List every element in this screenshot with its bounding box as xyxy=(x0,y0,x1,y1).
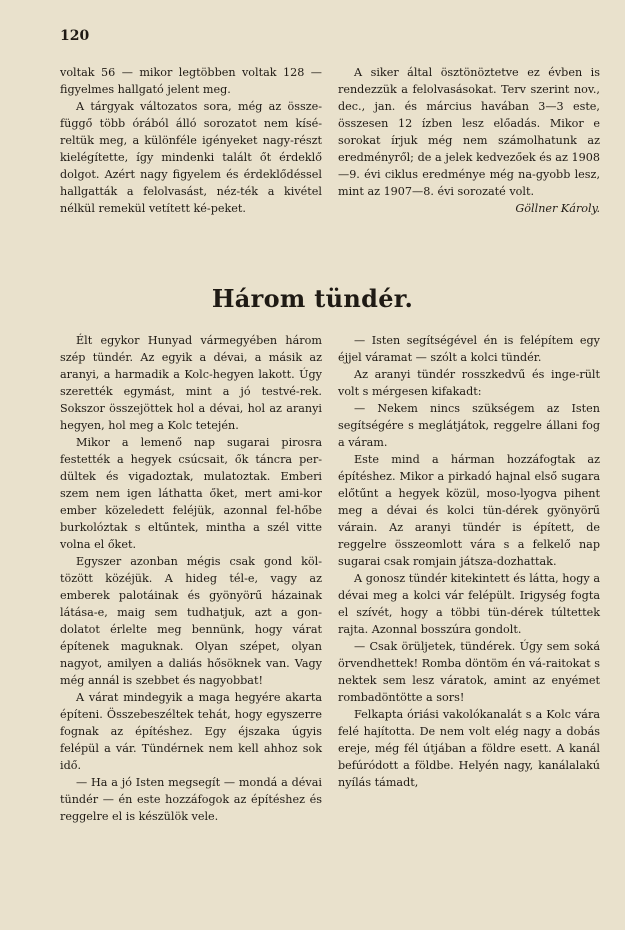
paragraph: Élt egykor Hunyad vármegyében három szép tündér. Az egyik a dévai, a másik az aranyi, a harmadik a Kolc-hegyen lakott. Úgy szerették egymást, mint a jó testvé-rek. Sokszor összejöttek hol a dévai, hol az aranyi hegyen, hol meg a Kolc tetején. xyxy=(60,334,322,432)
paragraph: — Csak örüljetek, tündérek. Úgy sem soká örvendhettek! Romba döntöm én vá-raitokat s nektek sem lesz váratok, amint az enyémet rombadöntötte a sors! xyxy=(338,640,600,704)
report-column-left xyxy=(60,64,322,217)
paragraph: Mikor a lemenő nap sugarai pirosra festették a hegyek csúcsait, ők táncra per-dültek és vigadoztak, mulatoztak. Emberi szem nem igen láthatta őket, mert ami-kor ember közeledett feléjük, azonnal fel-hőbe burkolóztak s eltűntek, mintha a szél vitte volna el őket. xyxy=(60,436,322,551)
paragraph: Egyszer azonban mégis csak gond köl-tözött közéjük. A hideg tél-e, vagy az emberek palotáinak és gyönyörű házainak látása-e, maig sem tudhatjuk, azt a gon-dolatot érlelte meg bennünk, hogy várat építenek maguknak. Olyan szépet, olyan nagyot, amilyen a daliás hősöknek van. Vagy még annál is szebbet és nagyobbat! xyxy=(60,555,322,687)
paragraph: voltak 56 — mikor legtöbben voltak 128 — figyelmes hallgató jelent meg. xyxy=(60,66,322,96)
paragraph: A tárgyak változatos sora, még az össze-függő több órából álló sorozatot nem kísé-reltük meg, a különféle igényeket nagy-részt kielégítette, így mindenki talált őt érdeklő dolgot. Azért nagy figyelem és érdeklődéssel hallgatták a felolvasást, néz-ték a kivétel nélkül remekül vetített ké-peket. xyxy=(60,100,322,215)
page-number: 120 xyxy=(60,28,90,44)
paragraph: Este mind a hárman hozzáfogtak az építéshez. Mikor a pirkadó hajnal első sugara előtűnt a hegyek közül, moso-lyogva pihent meg a dévai és kolci tün-dérek gyönyörű várain. Az aranyi tündér is épített, de reggelre összeomlott vára s a felkelő nap sugarai csak romjain játsza-dozhattak. xyxy=(338,453,600,568)
paragraph: A siker által ösztönöztetve ez évben is rendezzük a felolvasásokat. Terv szerint nov., dec., jan. és március havában 3—3 este, összesen 12 ízben lesz előadás. Mikor e sorokat írjuk még nem számolhatunk az eredményről; de a jelek kedvezőek és az 1908—9. évi ciklus eredménye még na-gyobb lesz, mint az 1907—8. évi sorozaté volt. xyxy=(338,66,600,198)
paragraph: — Nekem nincs szükségem az Isten segítségére s meglátjátok, reggelre állani fog a váram. xyxy=(338,402,600,449)
paragraph: Felkapta óriási vakolókanalát s a Kolc vára felé hajította. De nem volt elég nagy a dobás ereje, még fél útjában a földre esett. A kanál befúródott a földbe. Helyén nagy, kanálalakú nyílás támadt, xyxy=(338,708,600,789)
story-column-right xyxy=(338,332,600,791)
author-signature: Göllner Károly. xyxy=(515,202,600,215)
story-column-left xyxy=(60,332,322,825)
report-column-right xyxy=(338,64,600,217)
paragraph: — Ha a jó Isten megsegít — mondá a dévai tündér — én este hozzáfogok az építéshez és reggelre el is készülök vele. xyxy=(60,776,322,823)
paragraph: A várat mindegyik a maga hegyére akarta építeni. Összebeszéltek tehát, hogy egyszerre fognak az építéshez. Egy éjszaka úgyis felépül a vár. Tündérnek nem kell ahhoz sok idő. xyxy=(60,691,322,772)
story-title: Három tündér. xyxy=(211,284,414,313)
paragraph: A gonosz tündér kitekintett és látta, hogy a dévai meg a kolci vár felépült. Irigység fogta el szívét, hogy a többi tün-dérek túltettek rajta. Azonnal bosszúra gondolt. xyxy=(338,572,600,636)
paragraph: — Isten segítségével én is felépítem egy éjjel váramat — szólt a kolci tündér. xyxy=(338,334,600,364)
paragraph: Az aranyi tündér rosszkedvű és inge-rült volt s mérgesen kifakadt: xyxy=(338,368,600,398)
